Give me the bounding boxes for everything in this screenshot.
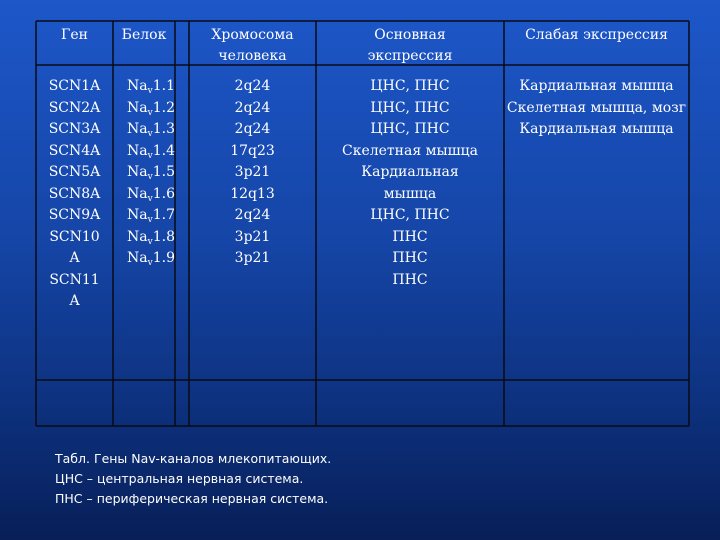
header-main-expression — [316, 25, 504, 67]
header-gene: Ген — [61, 27, 88, 43]
header-chromosome — [189, 25, 316, 67]
main-expression-cell: мышца — [383, 185, 437, 202]
protein-cell: $Na_v1.4$ — [127, 142, 175, 161]
chromosome-cell: 17q23 — [230, 142, 275, 159]
caption-title: Табл. Гены Nav-каналов млекопитающих. — [55, 451, 332, 466]
gene-cell: SCN9A — [48, 207, 101, 223]
chromosome-cell: 12q13 — [230, 185, 275, 202]
gene-cell: SCN3A — [48, 121, 101, 137]
header-protein: Белок — [121, 27, 167, 43]
chromosome-cell: 3p21 — [234, 250, 271, 266]
header-chromosome-line1: Хромосома — [211, 27, 294, 43]
protein-cell: $Na_v1.6$ — [127, 185, 175, 204]
protein-cell: $Na_v1.2$ — [127, 99, 175, 118]
protein-cell: $Na_v1.1$ — [127, 78, 175, 96]
main-expression-cell: ПНС — [392, 228, 428, 245]
weak-expression-cell: Кардиальная мышца — [519, 121, 674, 137]
gene-cell: SCN1A — [48, 78, 101, 94]
main-expression-cell: Кардиальная — [361, 164, 459, 180]
chromosome-cell: 3p21 — [234, 228, 271, 245]
protein-cell: $Na_v1.3$ — [127, 121, 175, 139]
chromosome-column — [189, 76, 316, 270]
protein-cell: $Na_v1.7$ — [127, 207, 175, 225]
main-expression-cell: ЦНС, ПНС — [370, 99, 450, 116]
weak-expression-cell: Скелетная мышца, мозг — [506, 99, 687, 116]
weak-expression-column — [496, 76, 697, 141]
main-expression-cell: ЦНС, ПНС — [370, 207, 450, 223]
header-weak-expression: Слабая экспрессия — [525, 27, 668, 43]
header-main-expression-line1: Основная — [374, 27, 446, 43]
gene-cell: SCN11 — [49, 271, 100, 288]
protein-column — [113, 76, 189, 270]
protein-cell: $Na_v1.5$ — [127, 164, 175, 182]
gene-cell: SCN2A — [48, 99, 101, 116]
main-expression-column — [316, 76, 504, 291]
table-caption — [55, 449, 331, 509]
header-chromosome-line2: человека — [218, 48, 287, 64]
main-expression-cell: ЦНС, ПНС — [370, 121, 450, 137]
gene-column — [36, 76, 113, 313]
chromosome-cell: 2q24 — [234, 78, 271, 94]
main-expression-cell: Скелетная мышца — [341, 142, 479, 159]
gene-cell: SCN8A — [48, 185, 101, 202]
gene-cell: A — [69, 293, 80, 309]
main-expression-cell: ЦНС, ПНС — [370, 78, 450, 94]
weak-expression-cell: Кардиальная мышца — [519, 78, 674, 94]
chromosome-cell: 2q24 — [234, 121, 271, 137]
main-expression-cell: ПНС — [392, 250, 428, 266]
protein-cell: $Na_v1.8$ — [127, 228, 175, 247]
header-main-expression-line2: экспрессия — [367, 48, 453, 64]
chromosome-cell: 2q24 — [234, 99, 271, 116]
gene-cell: SCN5A — [48, 164, 101, 180]
gene-cell: A — [69, 250, 80, 266]
protein-cell: $Na_v1.9$ — [127, 250, 175, 268]
chromosome-cell: 2q24 — [234, 207, 271, 223]
gene-cell: SCN10 — [49, 228, 100, 245]
gene-cell: SCN4A — [48, 142, 101, 159]
main-expression-cell: ПНС — [392, 271, 428, 288]
caption-cns-definition: ЦНС – центральная нервная система. — [55, 471, 304, 486]
caption-pns-definition: ПНС – периферическая нервная система. — [55, 491, 329, 506]
chromosome-cell: 3p21 — [234, 164, 271, 180]
